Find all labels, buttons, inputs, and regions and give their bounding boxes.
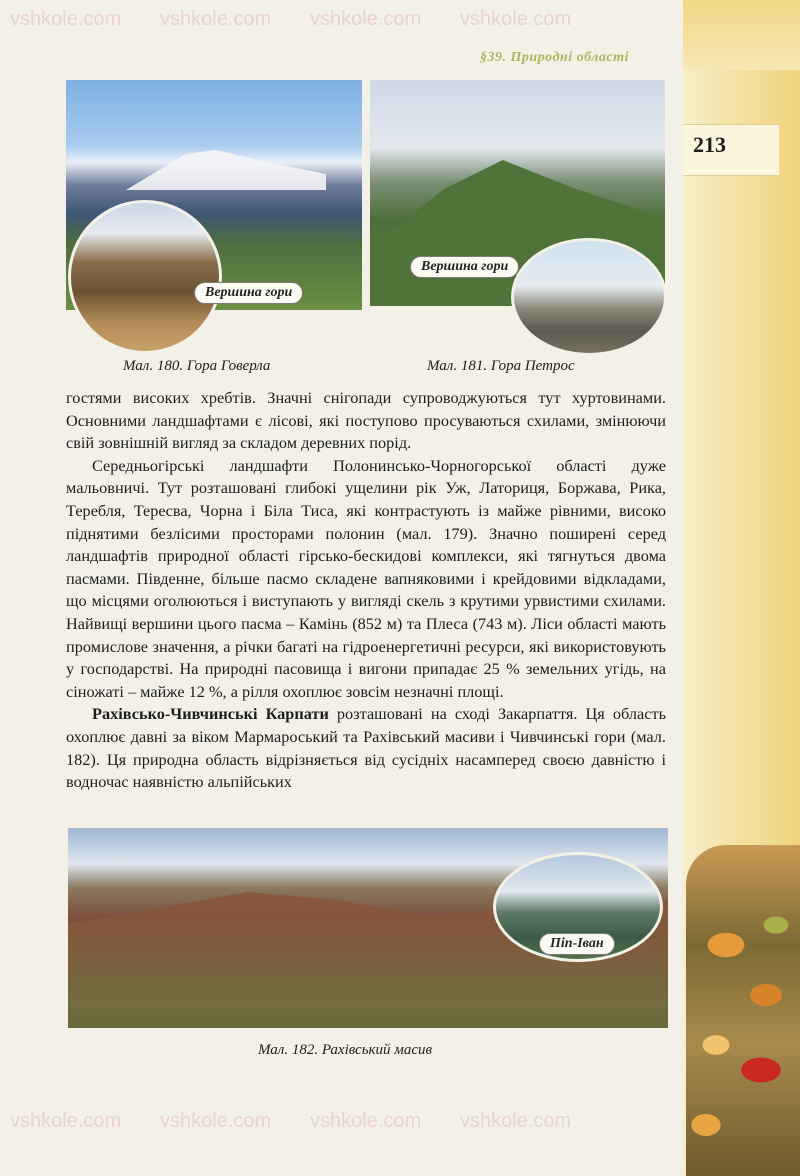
fig181-label: Вершина гори bbox=[410, 256, 519, 278]
body-text bbox=[66, 387, 666, 794]
fig182-caption: Мал. 182. Рахівський масив bbox=[258, 1042, 433, 1058]
fig181-caption: Мал. 181. Гора Петрос bbox=[427, 358, 575, 374]
hoverla-summit-inset bbox=[68, 200, 222, 354]
page-number: 213 bbox=[693, 132, 726, 157]
watermark: vshkole.com bbox=[460, 8, 572, 30]
fig180-caption: Мал. 180. Гора Говерла bbox=[123, 358, 271, 374]
watermark: vshkole.com bbox=[10, 8, 122, 30]
fig180-label: Вершина гори bbox=[194, 282, 303, 304]
fig182-label: Піп-Іван bbox=[539, 933, 615, 955]
paragraph-3 bbox=[66, 703, 666, 793]
petros-summit-inset bbox=[511, 238, 667, 356]
paragraph-2: Середньогірські ландшафти Полонинсько-Чорногорської області дуже мальовничі. Тут розташовані глибокі ущелини рік Уж, Латориця, Боржава, Рика, Теребля, Тереcва, Чорна і Біла Тиса, які контрастують із майже рівними, високо піднятими безлісими просторами полонин (мал. 179). Значно поширені серед ландшафтів природної області гірсько-бескидові комплекси, які тягнуться двома пасмами. Південне, більше пасмо складене вапняковими і крейдовими відкладами, що місцями оголюються і виступають у вигляді скель з крутими урвистими схилами. Найвищі вершини цього пасма – Камінь (852 м) та Плеса (743 м). Ліси області мають промислове значення, а річки багаті на гідроенергетичні ресурси, які використовують у господарстві. На природні пасовища і вигони припадає 25 % земельних угідь, на сіножаті – майже 12 %, а рілля охоплює зовсім незначні площі. bbox=[66, 455, 666, 701]
decorative-strip-top bbox=[683, 0, 800, 70]
watermark: vshkole.com bbox=[310, 1110, 422, 1132]
watermark: vshkole.com bbox=[10, 1110, 122, 1132]
section-title: §39. Природні області bbox=[480, 50, 629, 65]
paragraph-1: гостями високих хребтів. Значні снігопади супроводжуються тут хуртовинами. Основними ландшафтами є лісові, які поступово просуваються схилами, змінюючи свій зовнішній вигляд за складом деревних порід. bbox=[66, 388, 666, 453]
paragraph-3-text: розташовані на сході Закарпаття. Ця область охоплює давні за віком Мармароський та Рахівський масиви і Чивчинські гори (мал. 182). Ця природна область відрізняється від сусідніх насамперед своєю давністю і водночас наявністю альпійських bbox=[66, 704, 666, 792]
watermark: vshkole.com bbox=[160, 1110, 272, 1132]
autumn-leaves-image bbox=[686, 845, 800, 1176]
watermark: vshkole.com bbox=[460, 1110, 572, 1132]
watermark: vshkole.com bbox=[160, 8, 272, 30]
watermark: vshkole.com bbox=[310, 8, 422, 30]
term-rakhiv-chyvchyn: Рахівсько-Чивчинські Карпати bbox=[92, 704, 329, 724]
